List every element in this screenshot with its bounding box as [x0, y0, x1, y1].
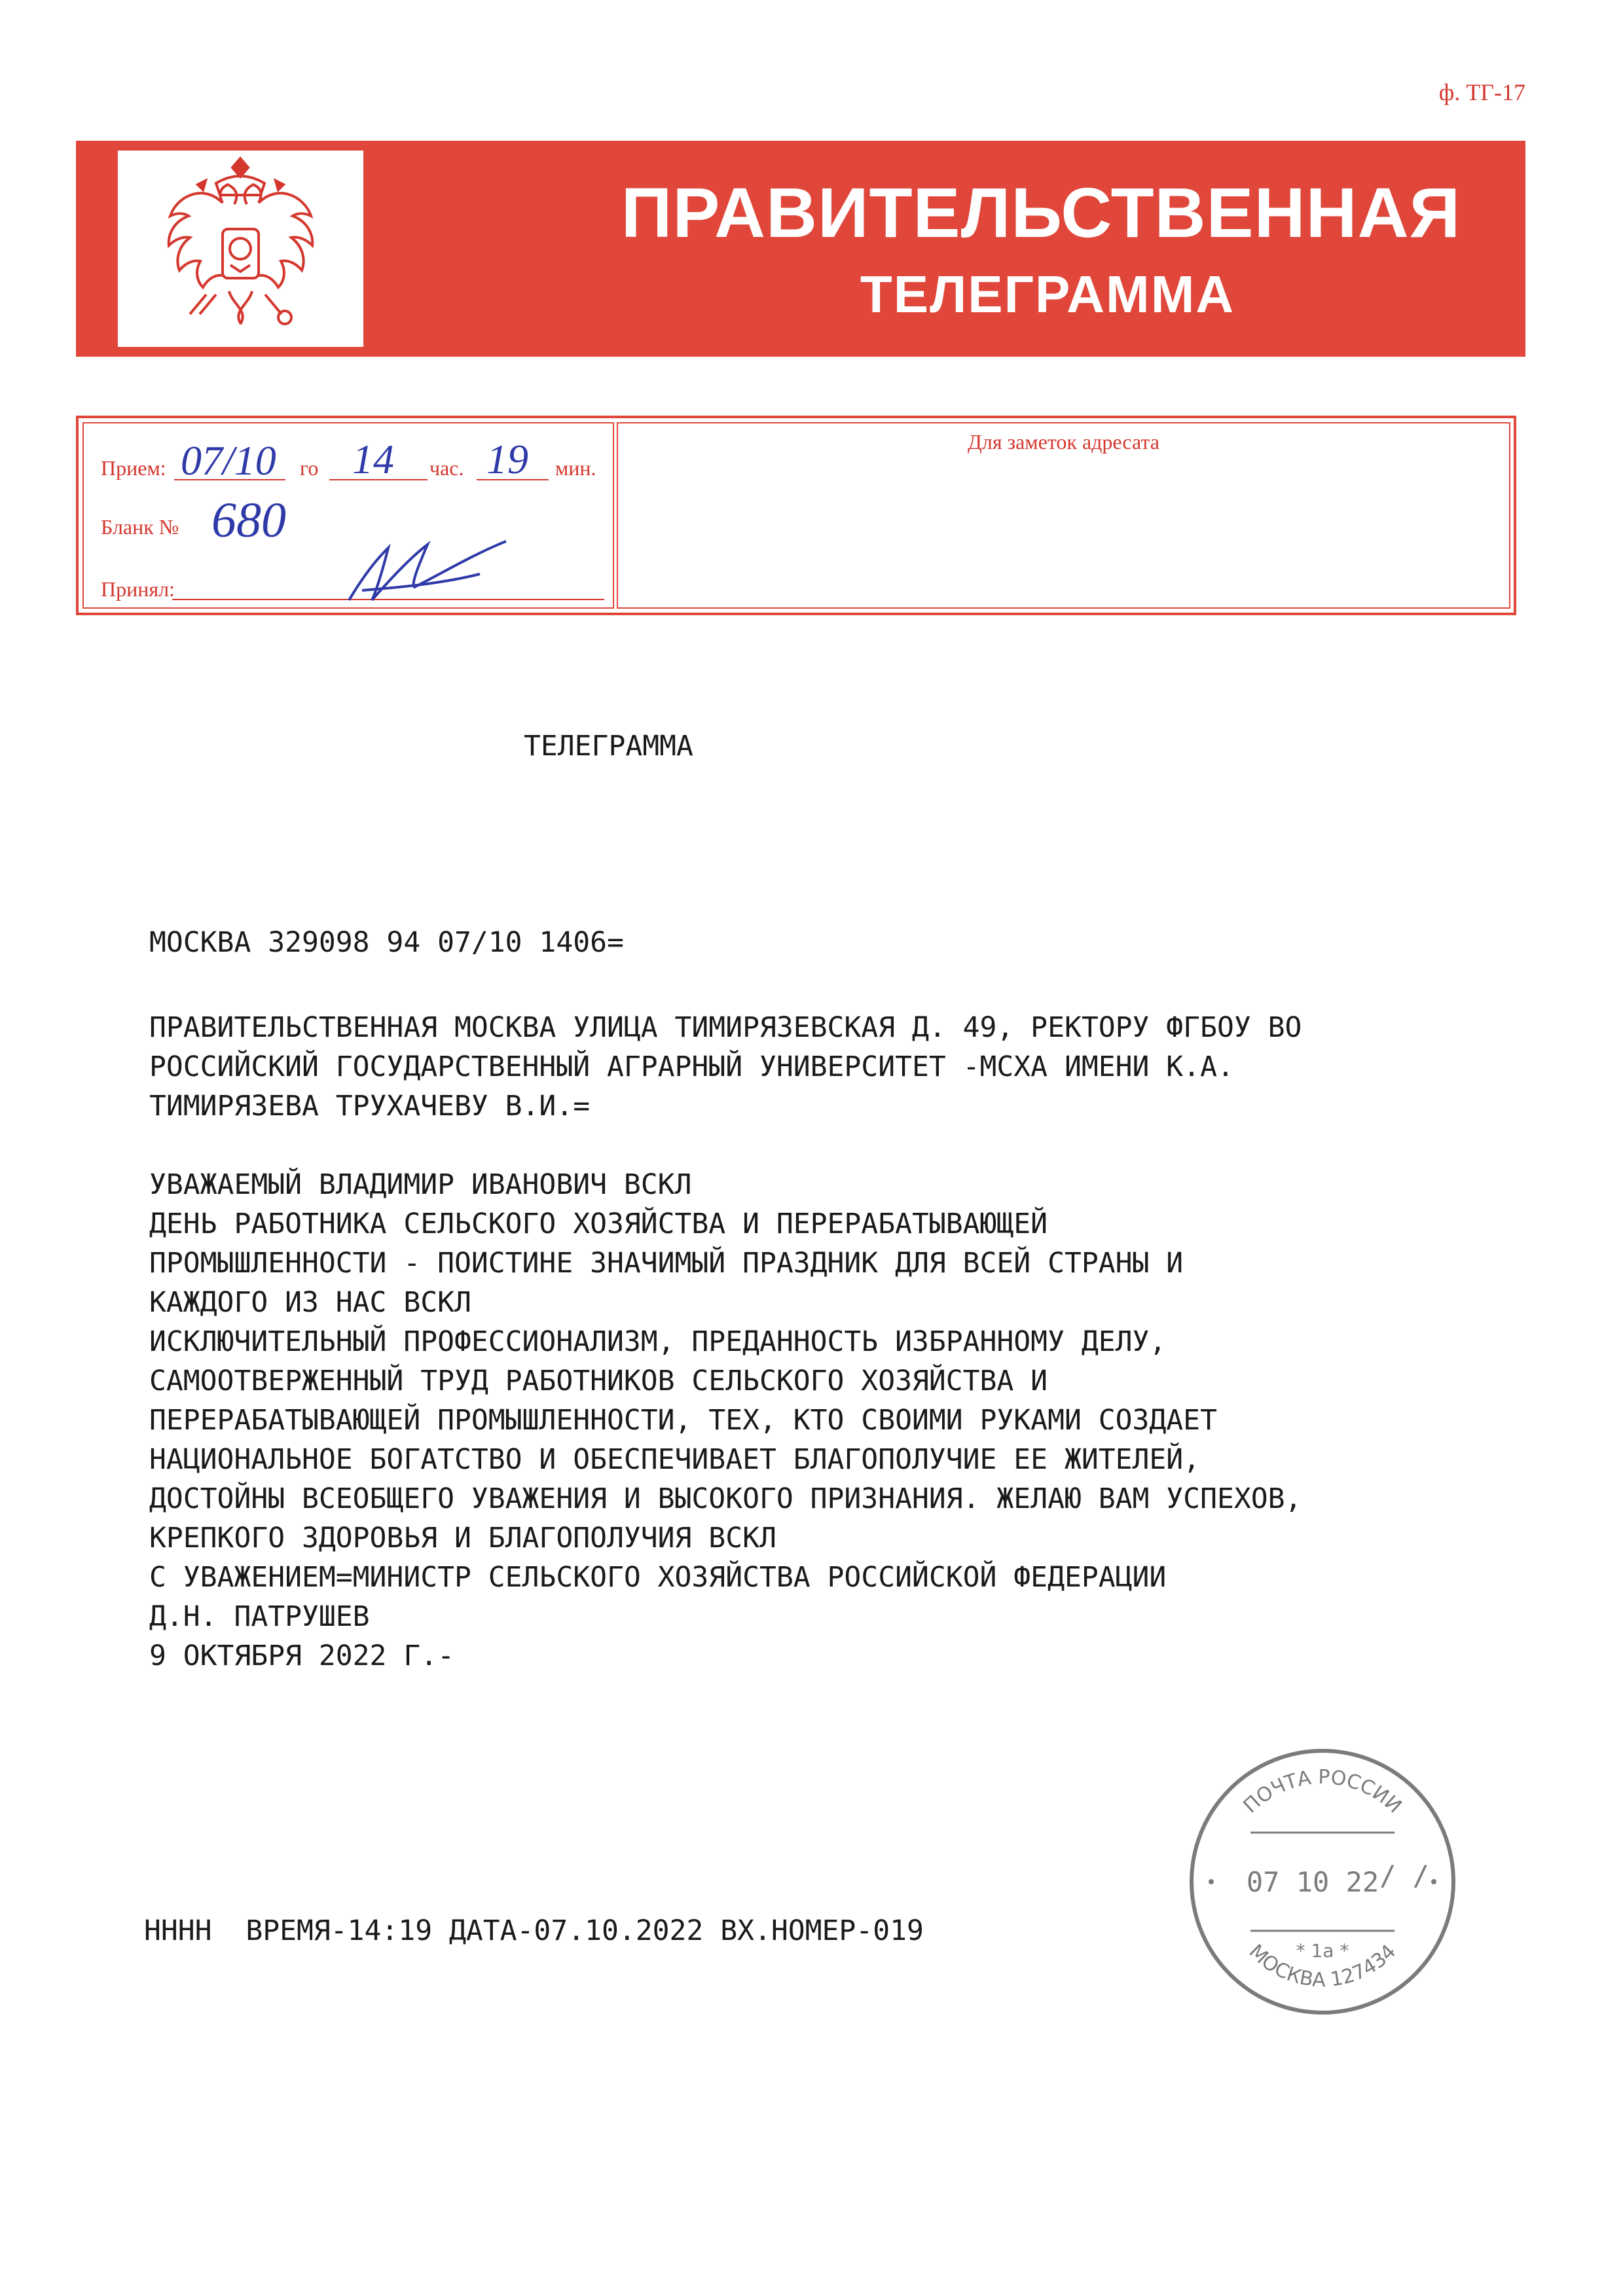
banner-subtitle: ТЕЛЕГРАММА: [860, 265, 1235, 323]
notes-label: Для заметок адресата: [968, 430, 1159, 454]
body-line-5: ИСКЛЮЧИТЕЛЬНЫЙ ПРОФЕССИОНАЛИЗМ, ПРЕДАННОСТЬ ИЗБРАННОМУ ДЕЛУ,: [149, 1325, 1167, 1358]
address-line-2: РОССИЙСКИЙ ГОСУДАРСТВЕННЫЙ АГРАРНЫЙ УНИВЕРСИТЕТ -МСХА ИМЕНИ К.А.: [149, 1050, 1234, 1083]
signature: [342, 528, 513, 607]
receipt-right-panel: [617, 422, 1510, 609]
stamp-bottom-text: МОСКВА 127434: [1244, 1940, 1401, 1992]
body-line-1: УВАЖАЕМЫЙ ВЛАДИМИР ИВАНОВИЧ ВСКЛ: [149, 1168, 692, 1201]
hour-handwritten: 14: [352, 436, 394, 482]
body-line-3: ПРОМЫШЛЕННОСТИ - ПОИСТИНЕ ЗНАЧИМЫЙ ПРАЗДНИК ДЛЯ ВСЕЙ СТРАНЫ И: [149, 1247, 1184, 1280]
priem-date-handwritten: 07/10: [181, 437, 276, 484]
address-line-1: ПРАВИТЕЛЬСТВЕННАЯ МОСКВА УЛИЦА ТИМИРЯЗЕВСКАЯ Д. 49, РЕКТОРУ ФГБОУ ВО: [149, 1011, 1302, 1044]
receipt-left-panel: [82, 422, 614, 609]
body-line-12: Д.Н. ПАТРУШЕВ: [149, 1600, 370, 1633]
coat-of-arms-icon: [118, 151, 363, 347]
body-line-8: НАЦИОНАЛЬНОЕ БОГАТСТВО И ОБЕСПЕЧИВАЕТ БЛАГОПОЛУЧИЕ ЕЕ ЖИТЕЛЕЙ,: [149, 1443, 1201, 1476]
priem-label: Прием:: [101, 456, 166, 480]
minute-label: мин.: [555, 456, 596, 480]
blank-label: Бланк №: [101, 515, 179, 539]
prinyal-label: Принял:: [101, 577, 175, 601]
go-label: го: [300, 456, 319, 480]
form-code: ф. ТГ-17: [1438, 79, 1525, 105]
stamp-date: 07 10 22: [1246, 1866, 1379, 1898]
body-line-7: ПЕРЕРАБАТЫВАЮЩЕЙ ПРОМЫШЛЕННОСТИ, ТЕХ, КТО СВОИМИ РУКАМИ СОЗДАЕТ: [149, 1404, 1217, 1437]
blank-number-handwritten: 680: [211, 493, 286, 548]
routing-line: МОСКВА 329098 94 07/10 1406=: [149, 926, 624, 959]
stamp-office: * 1а *: [1296, 1940, 1349, 1962]
body-line-9: ДОСТОЙНЫ ВСЕОБЩЕГО УВАЖЕНИЯ И ВЫСОКОГО ПРИЗНАНИЯ. ЖЕЛАЮ ВАМ УСПЕХОВ,: [149, 1482, 1302, 1515]
body-line-4: КАЖДОГО ИЗ НАС ВСКЛ: [149, 1286, 471, 1319]
svg-text:ПОЧТА РОССИИ: [1239, 1766, 1406, 1818]
body-line-2: ДЕНЬ РАБОТНИКА СЕЛЬСКОГО ХОЗЯЙСТВА И ПЕРЕРАБАТЫВАЮЩЕЙ: [149, 1208, 1048, 1240]
stamp-top-text: ПОЧТА РОССИИ: [1239, 1765, 1406, 1818]
banner-title: ПРАВИТЕЛЬСТВЕННАЯ: [621, 173, 1461, 252]
body-line-6: САМООТВЕРЖЕННЫЙ ТРУД РАБОТНИКОВ СЕЛЬСКОГО ХОЗЯЙСТВА И: [149, 1365, 1048, 1397]
stamp-marks: / /: [1379, 1859, 1429, 1892]
footer-line: НННН ВРЕМЯ-14:19 ДАТА-07.10.2022 ВХ.НОМЕР-019: [144, 1914, 924, 1947]
telegram-heading: ТЕЛЕГРАММА: [524, 730, 693, 762]
body-line-10: КРЕПКОГО ЗДОРОВЬЯ И БЛАГОПОЛУЧИЯ ВСКЛ: [149, 1522, 776, 1554]
body-line-13: 9 ОКТЯБРЯ 2022 Г.-: [149, 1640, 454, 1672]
body-line-11: С УВАЖЕНИЕМ=МИНИСТР СЕЛЬСКОГО ХОЗЯЙСТВА РОССИЙСКОЙ ФЕДЕРАЦИИ: [149, 1561, 1167, 1594]
emblem-box: [118, 151, 363, 347]
hour-label: час.: [429, 456, 464, 480]
address-line-3: ТИМИРЯЗЕВА ТРУХАЧЕВУ В.И.=: [149, 1090, 591, 1122]
receipt-box: [76, 416, 1516, 615]
postmark-stamp: [1178, 1738, 1467, 2026]
minute-handwritten: 19: [486, 436, 528, 482]
